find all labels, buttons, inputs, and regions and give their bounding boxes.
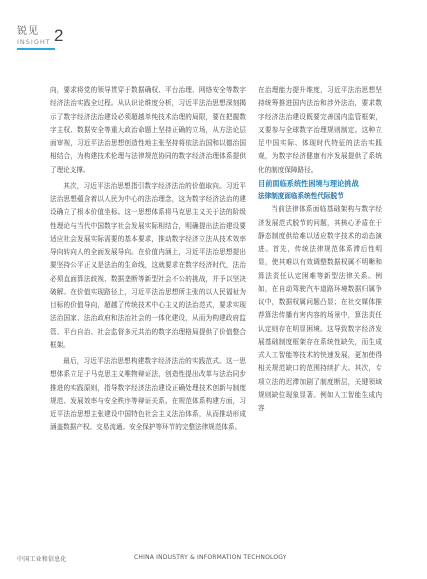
section-header	[17, 26, 51, 46]
paragraph: 当前法律体系面临基础架构与数字经济发展范式脱节的问题，其核心矛盾在于静态制度供给难以适应数字技术的动态演进。首先，传统法律规范体系滞后性明显，使其难以有效调整数据权属不明晰和算法责任认定困难等新型法律关系。例如，在自动驾驶汽车道路环境数据归属争议中，数据权属问题凸显；在社交媒体推荐算法传播有害内容的场景中，算法责任认定则存在明显困境。这导致数字经济发展基础制度框架存在系统性缺失，而生成式人工智能等技术的快速发展，更加使得相关规范缺口的范围持续扩大。其次，专项立法的迟滞加剧了制度断层，关键领域规则缺位现象显著。例如人工智能生成内容	[258, 205, 382, 412]
footer-publication-cn: 中国工业和信息化	[17, 556, 67, 563]
paragraph: 向，要求将党的领导贯穿于数据确权、平台治理、网络安全等数字经济法治实践全过程。从认识论维度分析，习近平法治思想深刻揭示了数字经济法治建设必须超越单纯技术治理的局限，要在把握数字主权、数据安全等重大政治命题上坚持正确的立场，从方法论层面审视，习近平法治思想创造性地主张坚持将依法治国和以德治国相结合，为构建技术伦理与法律规范协同的数字经济治理体系提供了理论支撑。	[50, 86, 246, 174]
paragraph: 最后，习近平法治思想构建数字经济法治的实践范式。这一思想体系立足于马克思主义唯物辩证法，创造性提出改革与法治同步推进的实践原则，指导数字经济法治建设正确处理技术创新与制度规范、发展效率与安全秩序等辩证关系。在规范体系构建方面，习近平法治思想主张建设中国特色社会主义法治体系，从而推动形成涵盖数据产权、交易流通、安全保护等环节的完整法律规范体系。	[50, 357, 246, 432]
section-subtitle: INSIGHT	[17, 38, 51, 46]
section-heading: 目前面临系统性困境与理论挑战	[258, 178, 359, 188]
paragraph: 在治理能力提升维度，习近平法治思想坚持统筹推进国内法治和涉外法治，要求数字经济法治建设既要完善国内监管框架，又要参与全球数字治理规则制定。这种立足中国实际、体现时代特征的法治实践观，为数字经济健康有序发展提供了系统化的制度保障路径。	[258, 86, 382, 174]
subsection-heading: 法律制度面临系统性代际脱节	[258, 192, 344, 200]
left-column	[50, 84, 246, 435]
header-accent-rule	[17, 48, 55, 50]
right-column	[258, 84, 382, 415]
footer-publication-en: CHINA INDUSTRY & INFORMATION TECHNOLOGY	[134, 554, 287, 561]
section-title: 锐见	[17, 26, 39, 37]
paragraph: 其次，习近平法治思想指引数字经济法治的价值取向。习近平法治思想蕴含着以人民为中心的法治理念，这为数字经济法治的建设确立了根本价值坐标。这一思想体系将马克思主义关于法的阶级性理论与当代中国数字社会发展实际相结合，明确提出法治建设要适应社会发展实际需要的基本要求，推动数字经济立法从技术效率导向转向人的全面发展导向。在价值内涵上，习近平法治思想提出要坚持公平正义是法治的生命线，这就要求在数字经济时代，法治必须直面算法歧视、数据垄断等新型社会不公的挑战，并予以坚决破解。在价值实现路径上，习近平法治思想所主张的以人民福祉为目标的价值导向，超越了传统技术中心主义的法治范式，要求实现法治国家、法治政府和法治社会的一体化建设，从而为构建政府监管、平台自治、社会监督多元共治的数字治理格局提供了价值整合框架。	[50, 181, 246, 349]
page-number: 2	[54, 26, 64, 45]
